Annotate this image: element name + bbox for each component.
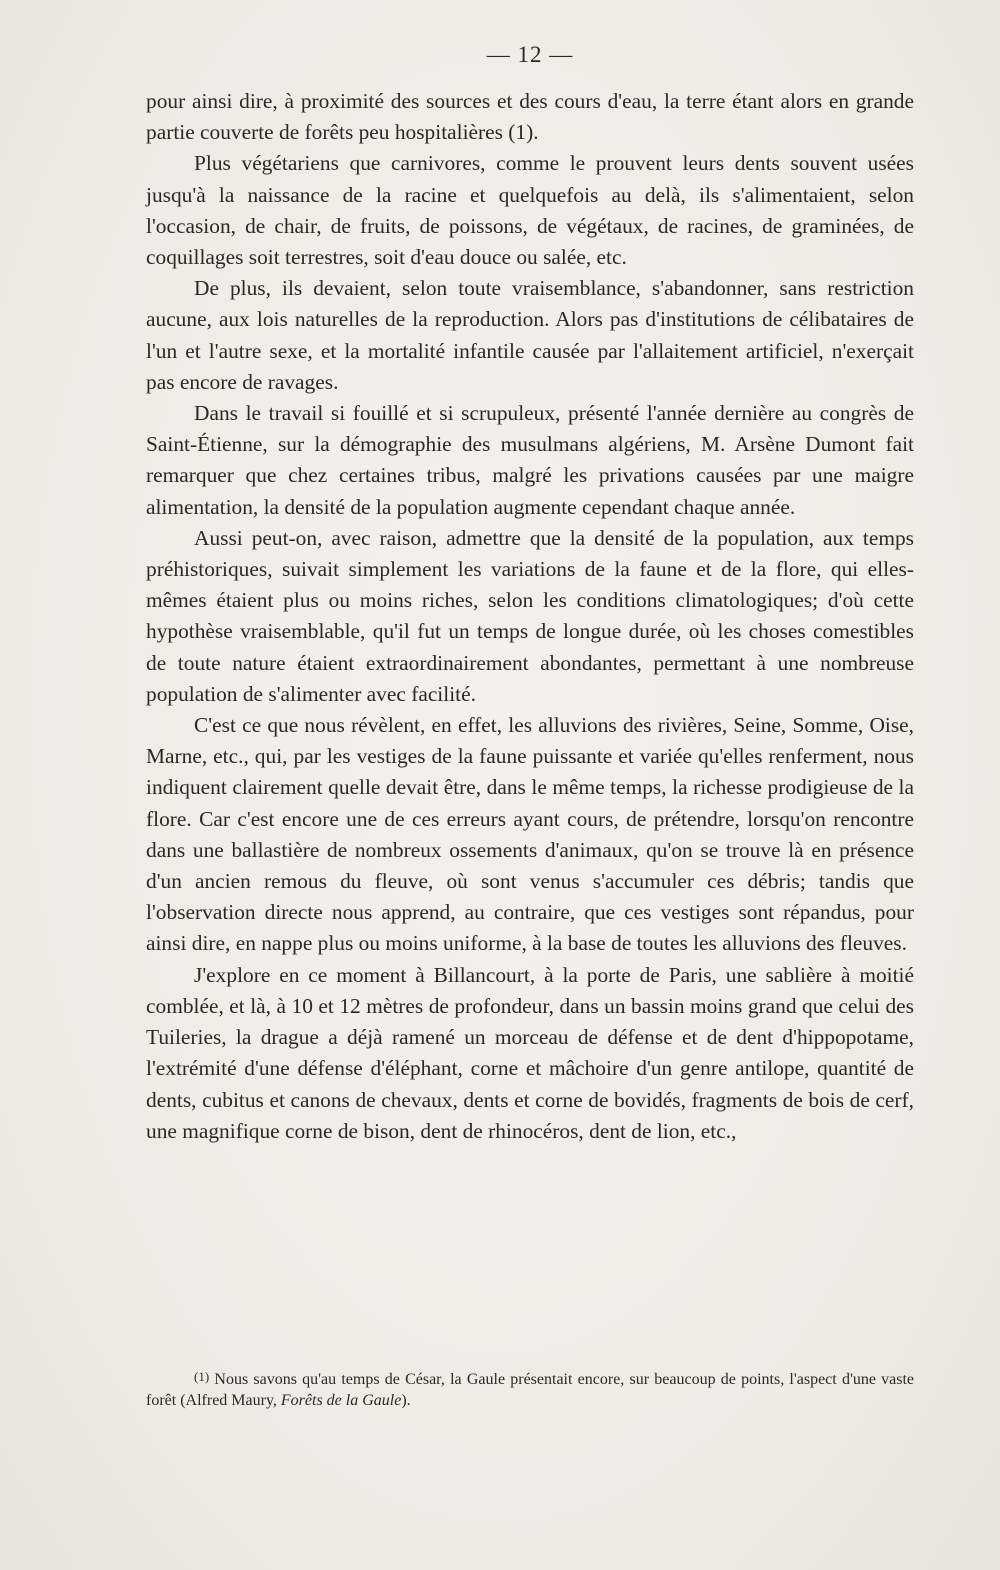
paragraph-7: J'explore en ce moment à Billancourt, à la porte de Paris, une sablière à moitié comblée, et là, à 10 et 12 mètres de profondeur, dans un bassin moins grand que celui des Tuileries, la drague a déjà ramené un morceau de défense et de dent d'hippopotame, l'extrémité d'une défense d'éléphant, corne et mâchoire d'un genre antilope, quantité de dents, cubitus et canons de chevaux, dents et corne de bovidés, fragments de bois de cerf, une magnifique corne de bison, dent de rhinocéros, dent de lion, etc., (146, 962, 914, 1143)
footnote-marker: (1) (194, 1369, 210, 1384)
footnote (146, 1366, 914, 1411)
paragraph-3: De plus, ils devaient, selon toute vraisemblance, s'abandonner, sans restriction aucune, aux lois naturelles de la reproduction. Alors pas d'institutions de célibataires de l'un et l'autre sexe, et la mortalité infantile causée par l'allaitement artificiel, n'exerçait pas encore de ravages. (146, 276, 914, 394)
paragraph-6: C'est ce que nous révèlent, en effet, les alluvions des rivières, Seine, Somme, Oise, Marne, etc., qui, par les vestiges de la faune puissante et variée qu'elles renferment, nous indiquent clairement quelle devait être, dans le même temps, la richesse prodigieuse de la flore. Car c'est encore une de ces erreurs ayant cours, de prétendre, lorsqu'on rencontre dans une ballastière de nombreux ossements d'animaux, qu'on se trouve là en présence d'un ancien remous du fleuve, où sont venus s'accumuler ces débris; tandis que l'observation directe nous apprend, au contraire, que ces vestiges sont répandus, pour ainsi dire, en nappe plus ou moins uniforme, à la base de toutes les alluvions des fleuves. (146, 713, 914, 956)
page-number: — 12 — (486, 42, 574, 67)
paragraph-5: Aussi peut-on, avec raison, admettre que la densité de la population, aux temps préhistoriques, suivait simplement les variations de la faune et de la flore, qui elles-mêmes étaient plus ou moins riches, selon les conditions climatologiques; d'où cette hypothèse vraisemblable, qu'il fut un temps de longue durée, où les choses comestibles de toute nature étaient extraordinairement abondantes, permettant à une nombreuse population de s'alimenter avec facilité. (146, 525, 914, 706)
body-text (146, 86, 914, 1147)
paragraph-1: pour ainsi dire, à proximité des sources et des cours d'eau, la terre étant alors en grande partie couverte de forêts peu hospitalières (1). (146, 89, 914, 145)
paragraph-4: Dans le travail si fouillé et si scrupuleux, présenté l'année dernière au congrès de Saint-Étienne, sur la démographie des musulmans algériens, M. Arsène Dumont fait remarquer que chez certaines tribus, malgré les privations causées par une maigre alimentation, la densité de la population augmente cependant chaque année. (146, 401, 914, 519)
paragraph-2: Plus végétariens que carnivores, comme le prouvent leurs dents souvent usées jusqu'à la naissance de la racine et quelquefois au delà, ils s'alimentaient, selon l'occasion, de chair, de fruits, de poissons, de végétaux, de racines, de graminées, de coquillages soit terrestres, soit d'eau douce ou salée, etc. (146, 151, 914, 270)
footnote-closing: ). (401, 1392, 411, 1409)
footnote-cited-title: Forêts de la Gaule (280, 1392, 402, 1409)
footnote-text: Nous savons qu'au temps de César, la Gaule présentait encore, sur beaucoup de points, l'aspect d'une vaste forêt (Alfred Maury, (146, 1371, 915, 1409)
